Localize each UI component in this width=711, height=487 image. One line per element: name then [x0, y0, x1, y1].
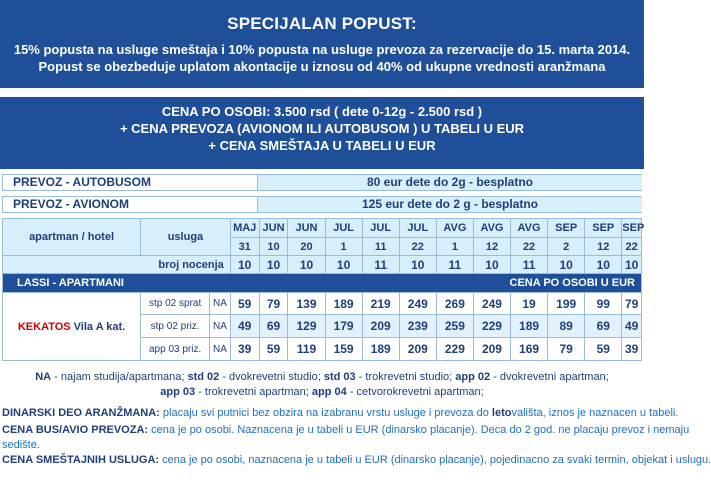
- room-type: stp 02 priz.: [141, 315, 210, 338]
- price-cell: 199: [548, 293, 585, 315]
- note-smestaj-key: CENA SMEŠTAJNIH USLUGA:: [2, 454, 160, 466]
- nights-value: 10: [399, 256, 436, 274]
- date-day: 22: [511, 238, 548, 256]
- nights-value: 10: [622, 256, 642, 274]
- note-prevoz: [2, 422, 690, 439]
- price-cell: 249: [473, 293, 510, 315]
- date-month: SEP: [585, 219, 622, 238]
- date-month: JUL: [325, 219, 362, 238]
- service-code: NA: [210, 338, 231, 361]
- date-day: 20: [288, 238, 325, 256]
- date-month: JUL: [399, 219, 436, 238]
- price-cell: 179: [325, 315, 362, 338]
- date-day: 1: [436, 238, 473, 256]
- price-cell: 189: [325, 293, 362, 315]
- date-day: 10: [259, 238, 288, 256]
- transport-plane-label: PREVOZ - AVIONOM: [3, 197, 257, 212]
- price-banner: [0, 97, 644, 169]
- price-cell: 69: [585, 315, 622, 338]
- price-cell: 189: [511, 315, 548, 338]
- nights-value: 10: [585, 256, 622, 274]
- date-day: 11: [362, 238, 399, 256]
- price-cell: 49: [230, 315, 259, 338]
- transport-bus-label: PREVOZ - AUTOBUSOM: [3, 175, 257, 190]
- price-cell: 99: [585, 293, 622, 315]
- nights-row: [3, 256, 642, 274]
- date-month: AVG: [436, 219, 473, 238]
- legend-text-std03: - trokrevetni studio;: [355, 371, 456, 383]
- nights-value: 10: [288, 256, 325, 274]
- hotel-cell: [3, 293, 141, 361]
- legend-text-app04: - cetvorokrevetni apartman;: [346, 386, 484, 398]
- legend-key-app03: app 03: [160, 386, 196, 398]
- col-apartman-header: apartman / hotel: [3, 219, 141, 256]
- legend-key-na: NA: [35, 371, 52, 383]
- legend-key-app04: app 04: [311, 386, 347, 398]
- price-cell: 239: [399, 315, 436, 338]
- banner-line-2: Popust se obezbeduje uplatom akontacije u iznosu od 40% od ukupne vrednosti aranžmana: [38, 59, 606, 74]
- date-day: 2: [548, 238, 585, 256]
- price-line-3: + CENA SMEŠTAJA U TABELI U EUR: [208, 138, 436, 153]
- transport-bus-row: [2, 174, 642, 191]
- price-cell: 209: [473, 338, 510, 361]
- price-table: [2, 218, 645, 361]
- price-cell: 59: [230, 293, 259, 315]
- transport-bus-value: 80 eur dete do 2g - besplatno: [257, 175, 642, 190]
- legend-key-std02: std 02: [187, 371, 220, 383]
- nights-value: 10: [473, 256, 510, 274]
- section-title: LASSI - APARTMANI: [17, 277, 124, 289]
- table-row: [3, 293, 642, 315]
- note-dinarski-text-b: vališta, iznos je naznacen u tabeli.: [511, 407, 679, 419]
- note-prevoz-key: CENA BUS/AVIO PREVOZA:: [2, 424, 149, 436]
- discount-banner: [0, 0, 644, 88]
- notes: [2, 405, 711, 469]
- date-month: SEP: [622, 219, 642, 238]
- note-dinarski-bold: leto: [491, 407, 512, 419]
- date-month: JUN: [288, 219, 325, 238]
- legend-key-app02: app 02: [455, 371, 491, 383]
- banner-title: SPECIJALAN POPUST:: [227, 14, 417, 33]
- date-month: JUN: [259, 219, 288, 238]
- note-prevoz-text: cena je po osobi. Naznacena je u tabeli u EUR (dinarsko placanje). Deca do 2 god. ne placaju prevoz i nemaju: [148, 424, 690, 436]
- service-code: NA: [210, 315, 231, 338]
- banner-line-1: 15% popusta na usluge smeštaja i 10% popusta na usluge prevoza za rezervacije do 15. marta 2014.: [13, 42, 631, 57]
- price-cell: 89: [548, 315, 585, 338]
- room-type: stp 02 sprat: [141, 293, 210, 315]
- nights-value: 10: [230, 256, 259, 274]
- date-month: MAJ: [230, 219, 259, 238]
- date-day: 1: [325, 238, 362, 256]
- section-header: [3, 274, 642, 293]
- price-cell: 159: [325, 338, 362, 361]
- date-day: 12: [473, 238, 510, 256]
- legend-line-1: [0, 370, 644, 384]
- date-day: 22: [622, 238, 642, 256]
- nights-value: 10: [325, 256, 362, 274]
- date-month: SEP: [548, 219, 585, 238]
- price-cell: 229: [473, 315, 510, 338]
- service-code: NA: [210, 293, 231, 315]
- price-cell: 39: [622, 338, 642, 361]
- price-line-2: + CENA PREVOZA (AVIONOM ILI AUTOBUSOM ) U TABELI U EUR: [119, 121, 525, 136]
- price-cell: 249: [399, 293, 436, 315]
- date-month-row: [3, 219, 642, 238]
- legend-text-std02: - dvokrevetni studio;: [219, 371, 324, 383]
- date-day: 12: [585, 238, 622, 256]
- legend-text-app03: - trokrevetni apartman;: [195, 386, 312, 398]
- note-smestaj: [2, 452, 711, 469]
- legend-line-2: [0, 385, 644, 399]
- note-dinarski: [2, 405, 679, 422]
- note-dinarski-key: DINARSKI DEO ARANŽMANA:: [2, 407, 160, 419]
- price-cell: 79: [622, 293, 642, 315]
- note-dinarski-text-a: placaju svi putnici bez obzira na izabranu vrstu usluge i prevoza do: [159, 407, 492, 419]
- price-cell: 59: [259, 338, 288, 361]
- date-day: 31: [230, 238, 259, 256]
- price-cell: 79: [548, 338, 585, 361]
- legend-text-na: - najam studija/apartmana;: [51, 371, 188, 383]
- hotel-category: Vila A kat.: [73, 320, 126, 333]
- nights-value: 11: [362, 256, 399, 274]
- nights-value: 10: [548, 256, 585, 274]
- price-cell: 79: [259, 293, 288, 315]
- note-prevoz-cont: sedište.: [2, 439, 40, 451]
- nights-value: 10: [259, 256, 288, 274]
- room-type: app 03 priz.: [141, 338, 210, 361]
- date-day: 22: [399, 238, 436, 256]
- section-price-note: CENA PO OSOBI U EUR: [509, 277, 635, 289]
- hotel-name: KEKATOS: [17, 320, 71, 333]
- legend-text-app02: - dvokrevetni apartman;: [490, 371, 609, 383]
- price-cell: 209: [399, 338, 436, 361]
- transport-plane-row: [2, 196, 642, 213]
- price-cell: 69: [259, 315, 288, 338]
- legend-key-std03: std 03: [323, 371, 356, 383]
- price-cell: 219: [362, 293, 399, 315]
- date-month: AVG: [473, 219, 510, 238]
- col-usluga-header: usluga: [141, 219, 231, 256]
- price-cell: 129: [288, 315, 325, 338]
- date-month: AVG: [511, 219, 548, 238]
- note-smestaj-text: cena je po osobi, naznacena je u tabeli u EUR (dinarsko placanje), pojedinacno za svaki termin, objekat i uslugu.: [159, 454, 711, 466]
- price-cell: 189: [362, 338, 399, 361]
- price-cell: 39: [230, 338, 259, 361]
- date-month: JUL: [362, 219, 399, 238]
- price-cell: 269: [436, 293, 473, 315]
- section-header-row: [3, 274, 642, 293]
- nights-value: 11: [436, 256, 473, 274]
- price-cell: 169: [511, 338, 548, 361]
- price-line-1: CENA PO OSOBI: 3.500 rsd ( dete 0-12g - 2.500 rsd ): [161, 104, 483, 119]
- price-cell: 259: [436, 315, 473, 338]
- price-cell: 119: [288, 338, 325, 361]
- price-cell: 139: [288, 293, 325, 315]
- price-cell: 209: [362, 315, 399, 338]
- price-cell: 49: [622, 315, 642, 338]
- price-cell: 229: [436, 338, 473, 361]
- price-cell: 19: [511, 293, 548, 315]
- transport-plane-value: 125 eur dete do 2 g - besplatno: [257, 197, 642, 212]
- nights-value: 11: [511, 256, 548, 274]
- nights-label: broj nocenja: [3, 256, 231, 274]
- price-cell: 59: [585, 338, 622, 361]
